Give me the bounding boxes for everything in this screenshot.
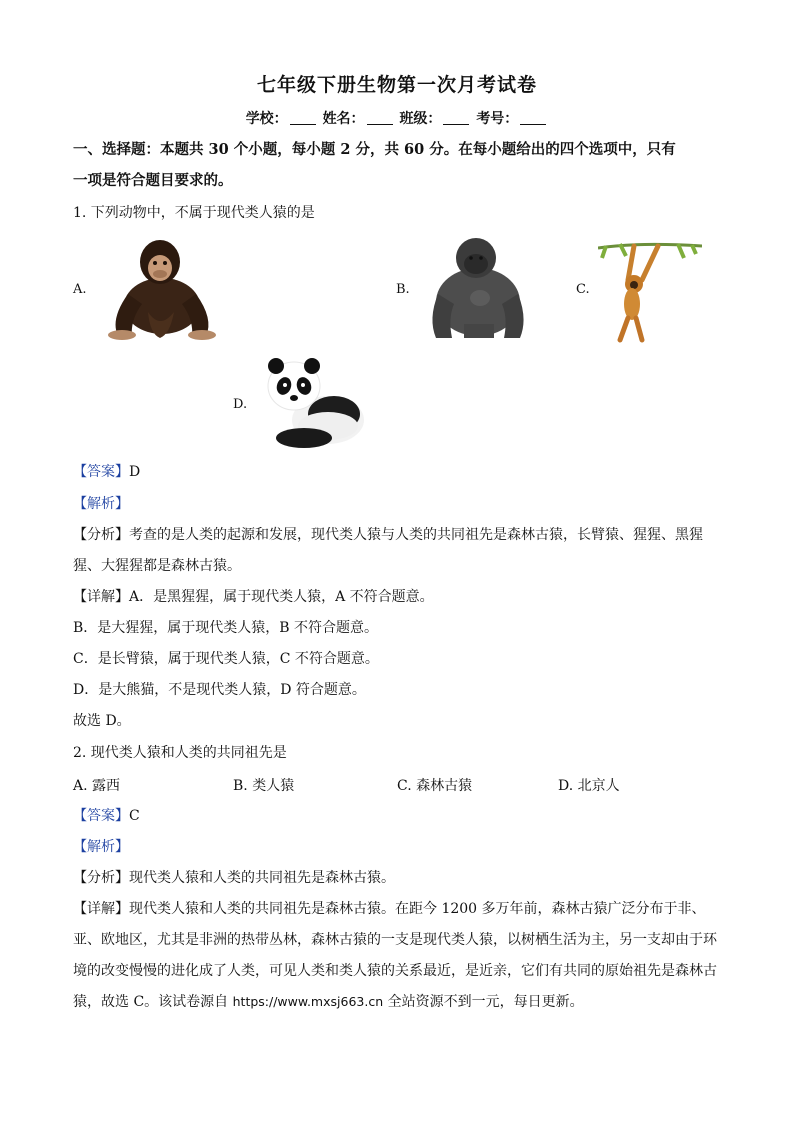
q2-stem: 2. 现代类人猿和人类的共同祖先是 [73,745,287,761]
q1-option-c-label: C. [576,282,590,297]
q2-detail-line2: 亚、欧地区，尤其是非洲的热带丛林，森林古猿的一支是现代类人猿，以树栖生活为主，另一支却由于环 [73,932,717,948]
q2-fenxi-text: 现代类人猿和人类的共同祖先是森林古猿。 [129,870,395,886]
school-label: 学校： [245,111,288,127]
q2-option-d: D. 北京人 [558,778,620,794]
name-blank[interactable] [367,110,393,125]
q2-detail-line4 [73,992,733,1012]
gorilla-image [424,234,530,340]
q2-detail-tag: 【详解】 [73,901,129,917]
q1-detail-c: C．是长臂猿，属于现代类人猿，C 不符合题意。 [73,651,379,667]
q2-option-b: B. 类人猿 [233,778,295,794]
q2-answer-tag: 【答案】 [73,808,129,824]
q2-fenxi [73,868,733,888]
q1-analysis-tag [73,494,733,514]
q1-conclusion: 故选 D。 [73,713,131,729]
q1-fenxi-line1 [73,525,733,545]
panda-image [264,350,368,450]
q2-option-c: C. 森林古猿 [397,778,473,794]
number-blank[interactable] [520,110,546,125]
q1-detail-a [73,587,733,607]
q2-fenxi-tag: 【分析】 [73,870,129,886]
q1-detail-a-text: A．是黑猩猩，属于现代类人猿，A 不符合题意。 [129,589,434,605]
q2-detail-text4b: 全站资源不到一元，每日更新。 [383,994,584,1010]
q1-option-b-label: B. [396,282,410,297]
q2-analysis-tag [73,837,733,857]
q1-answer-value: D [129,464,141,480]
q2-answer [73,806,733,826]
q1-stem: 1. 下列动物中，不属于现代类人猿的是 [73,205,315,221]
q1-answer [73,462,733,482]
q1-fenxi-line2: 猩、大猩猩都是森林古猿。 [73,558,241,574]
q1-option-a-label: A. [73,282,87,297]
q1-analysis-label: 【解析】 [73,496,129,512]
chimpanzee-image [100,234,222,342]
q1-answer-tag: 【答案】 [73,464,129,480]
q1-option-d-label: D. [233,397,248,412]
class-label: 班级： [399,111,442,127]
gibbon-image [598,240,702,346]
q2-detail-line3: 境的改变慢慢的进化成了人类，可见人类和类人猿的关系最近，是近亲，它们有共同的原始祖先是森林古 [73,963,717,979]
q2-option-a: A. 露西 [73,778,121,794]
q2-detail-line1 [73,899,733,919]
section-heading-line2: 一项是符合题目要求的。 [73,172,233,189]
q1-fenxi-text1: 考查的是人类的起源和发展，现代类人猿与人类的共同祖先是森林古猿，长臂猿、猩猩、黑猩 [129,527,703,543]
q2-detail-text1: 现代类人猿和人类的共同祖先是森林古猿。在距今 1200 多万年前，森林古猿广泛分布于非、 [129,901,706,917]
name-label: 姓名： [322,111,365,127]
q1-detail-tag: 【详解】 [73,589,129,605]
q2-analysis-label: 【解析】 [73,839,129,855]
number-label: 考号： [476,111,519,127]
section-heading-line1: 一、选择题：本题共 30 个小题，每小题 2 分，共 60 分。在每小题给出的四个选项中，只有 [73,141,676,158]
student-info-line [0,108,794,128]
q2-detail-text4a: 猿，故选 C。该试卷源自 [73,994,233,1010]
q2-answer-value: C [129,808,140,824]
page-title: 七年级下册生物第一次月考试卷 [256,74,537,96]
source-link[interactable]: https://www.mxsj663.cn [232,994,384,1009]
class-blank[interactable] [443,110,469,125]
q1-fenxi-tag: 【分析】 [73,527,129,543]
q1-detail-b: B．是大猩猩，属于现代类人猿，B 不符合题意。 [73,620,379,636]
q1-detail-d: D．是大熊猫，不是现代类人猿，D 符合题意。 [73,682,366,698]
school-blank[interactable] [290,110,316,125]
